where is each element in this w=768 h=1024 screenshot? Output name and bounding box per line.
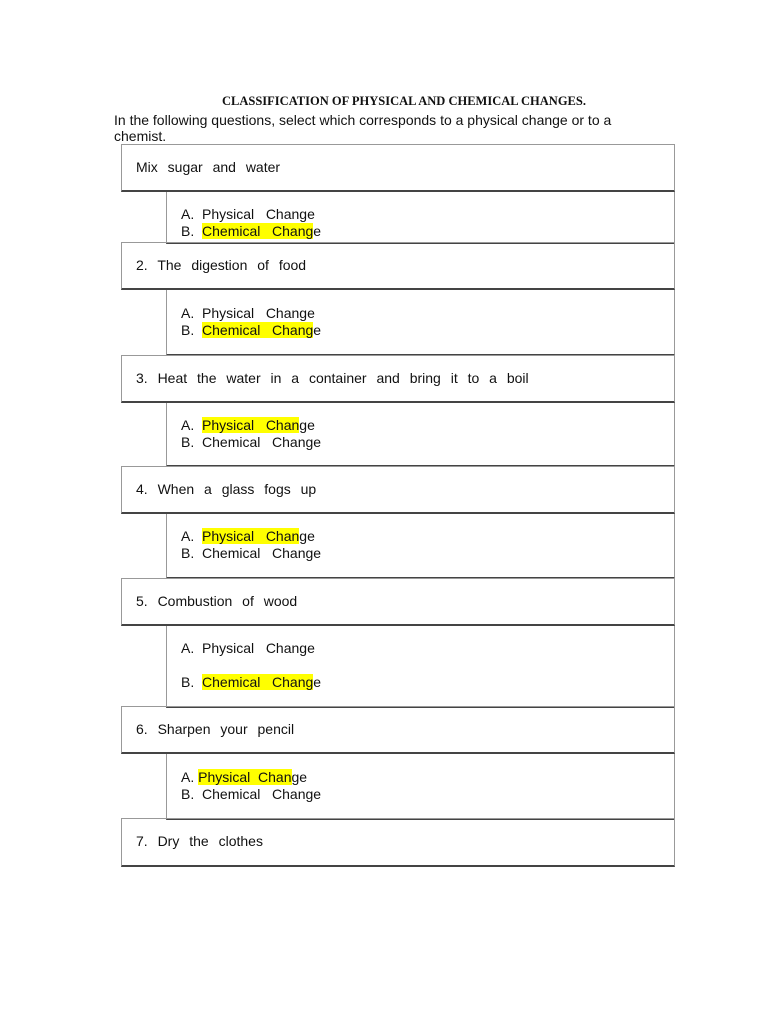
option-letter: B.	[181, 322, 203, 338]
option-text: ge	[299, 417, 315, 433]
option-letter: A.	[181, 640, 203, 656]
option-b[interactable]	[181, 434, 321, 450]
instructions: In the following questions, select which corresponds to a physical change or to a chemist.	[114, 112, 612, 144]
option-a[interactable]	[181, 769, 307, 785]
question-text: Mix sugar and water	[136, 159, 281, 175]
option-letter: A.	[181, 769, 199, 785]
option-letter: B.	[181, 434, 203, 450]
option-text: Physical Change	[202, 305, 315, 321]
question-box	[121, 466, 675, 514]
option-text: e	[313, 674, 322, 690]
option-text: Physical Change	[202, 206, 315, 222]
option-letter: B.	[181, 223, 203, 239]
question-text: 4. When a glass fogs up	[136, 481, 317, 497]
option-b[interactable]	[181, 786, 321, 802]
question-box	[121, 355, 675, 403]
option-letter: A.	[181, 305, 203, 321]
option-a[interactable]	[181, 206, 315, 222]
option-text: Physical Change	[202, 640, 315, 656]
option-highlight: Physical Chan	[202, 417, 300, 433]
option-b[interactable]	[181, 545, 321, 561]
option-text: e	[313, 223, 322, 239]
question-text: 6. Sharpen your pencil	[136, 721, 295, 737]
option-letter: A.	[181, 528, 203, 544]
option-highlight: Physical Chan	[198, 769, 292, 785]
answer-box	[166, 626, 675, 708]
question-box	[121, 818, 675, 867]
question-box	[121, 242, 675, 290]
option-a[interactable]	[181, 640, 315, 656]
question-text: 3. Heat the water in a container and bring it to a boil	[136, 370, 529, 386]
question-box	[121, 706, 675, 754]
option-highlight: Chemical Chang	[202, 223, 314, 239]
option-letter: B.	[181, 545, 203, 561]
option-text: e	[313, 322, 322, 338]
option-a[interactable]	[181, 305, 315, 321]
option-b[interactable]	[181, 674, 321, 690]
option-text: Chemical Change	[202, 545, 322, 561]
question-text: 7. Dry the clothes	[136, 833, 263, 849]
option-letter: B.	[181, 674, 203, 690]
answer-box	[166, 514, 675, 579]
page-title: CLASSIFICATION OF PHYSICAL AND CHEMICAL CHANGES.	[222, 94, 586, 108]
option-highlight: Chemical Chang	[202, 674, 314, 690]
option-letter: B.	[181, 786, 203, 802]
question-text: 2. The digestion of food	[136, 257, 307, 273]
question-text: 5. Combustion of wood	[136, 593, 298, 609]
option-b[interactable]	[181, 223, 321, 239]
option-letter: A.	[181, 206, 203, 222]
option-b[interactable]	[181, 322, 321, 338]
option-letter: A.	[181, 417, 203, 433]
answer-box	[166, 403, 675, 467]
answer-box	[166, 192, 675, 244]
answer-box	[166, 290, 675, 356]
question-box	[121, 578, 675, 626]
question-box	[121, 144, 675, 192]
answer-box	[166, 754, 675, 820]
option-highlight: Physical Chan	[202, 528, 300, 544]
option-a[interactable]	[181, 528, 315, 544]
option-a[interactable]	[181, 417, 315, 433]
option-text: Chemical Change	[202, 434, 322, 450]
option-text: Chemical Change	[202, 786, 322, 802]
option-highlight: Chemical Chang	[202, 322, 314, 338]
option-text: ge	[299, 528, 315, 544]
option-text: ge	[291, 769, 308, 785]
